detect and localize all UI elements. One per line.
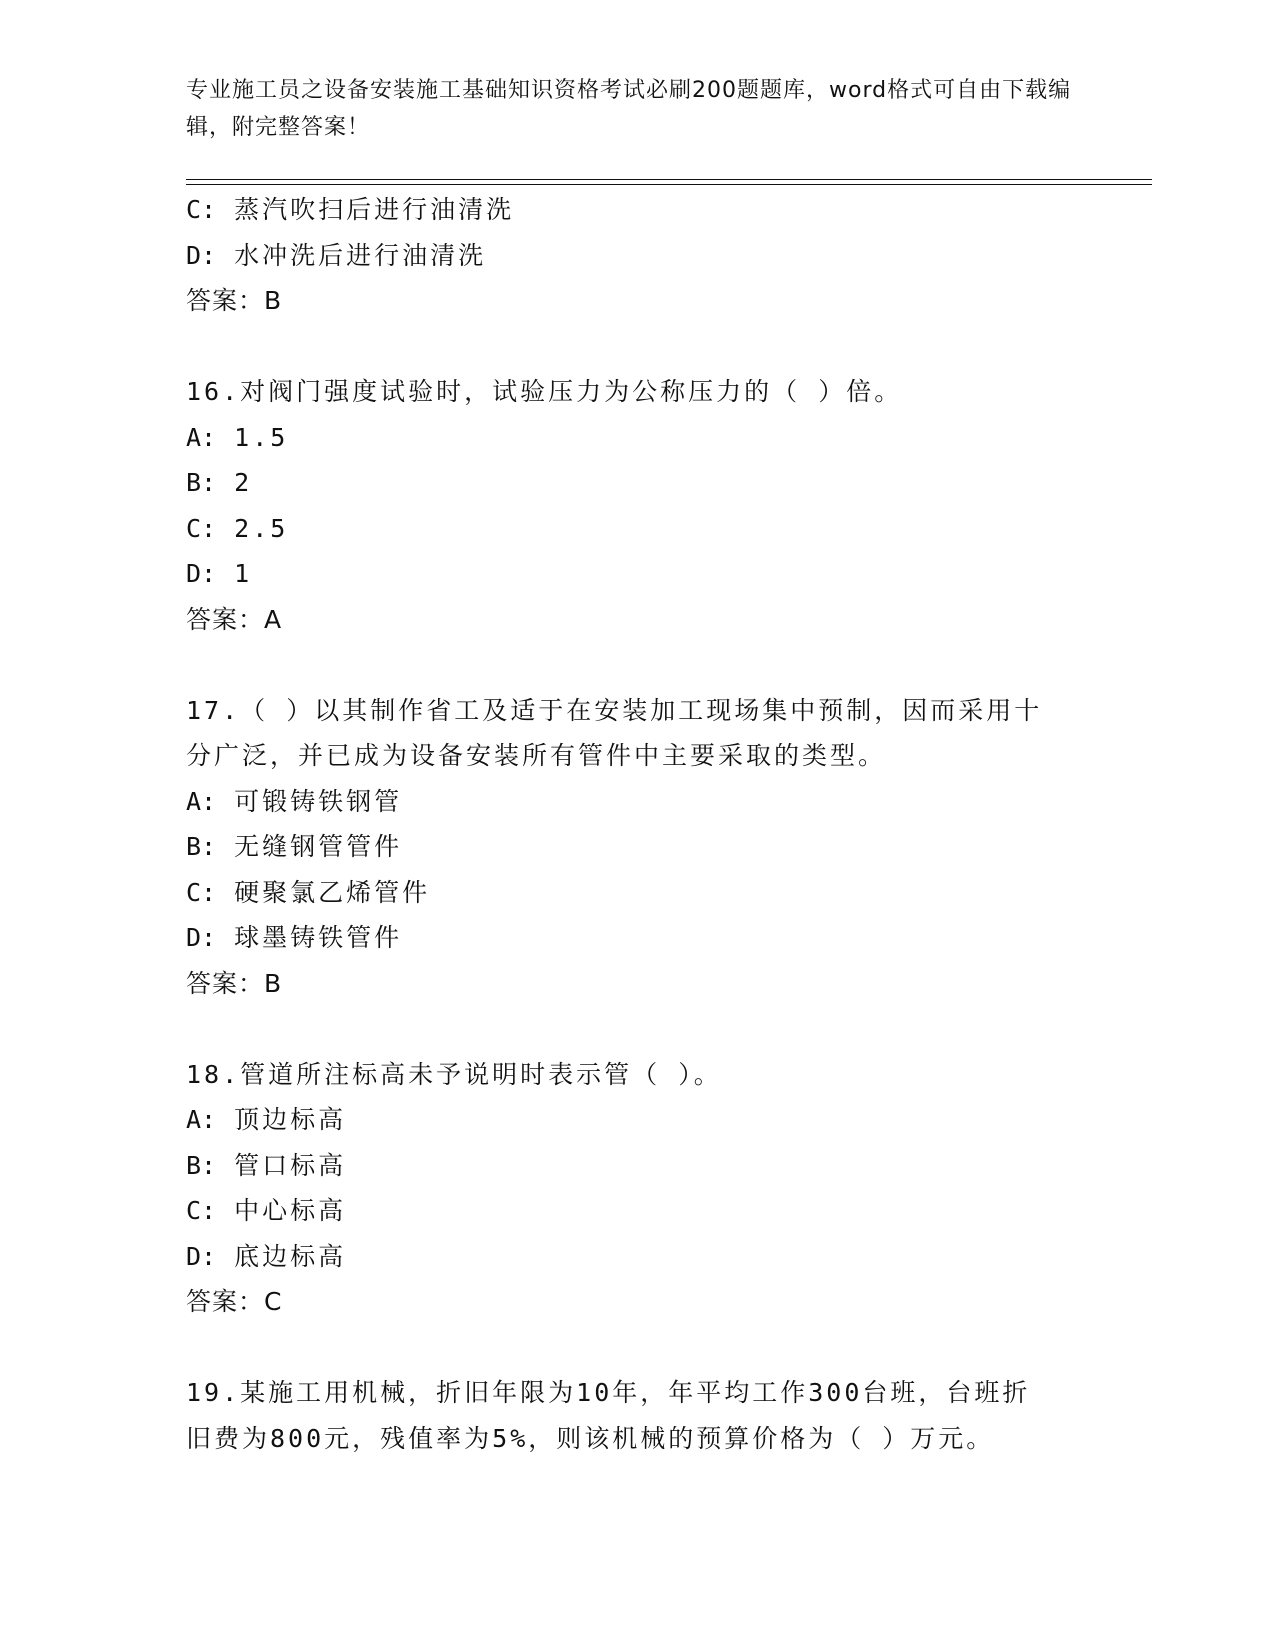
option-d: D: 水冲洗后进行油清洗 [186,240,487,270]
option-a: A: 顶边标高 [186,1105,347,1134]
option-d: D: 底边标高 [186,1241,347,1271]
question-16-stem: 16.对阀门强度试验时，试验压力为公称压力的（ ）倍。 [186,377,903,406]
option-b: B: 2 [186,468,253,497]
spacer [186,1325,1086,1371]
question-number: 18. [186,1059,241,1089]
option-c: C: 蒸汽吹扫后进行油清洗 [186,195,515,224]
question-content [186,187,1086,1461]
option-d: D: 球墨铸铁管件 [186,923,403,952]
option-c: C: 2.5 [186,513,289,543]
header-divider-top [186,179,1152,180]
option-c: C: 硬聚氯乙烯管件 [186,877,431,907]
question-17-stem-line2: 分广泛，并已成为设备安装所有管件中主要采取的类型。 [186,741,887,770]
question-18-stem: 18.管道所注标高未予说明时表示管（ ）。 [186,1059,722,1089]
answer-text: 答案：B [186,286,283,315]
answer-text: 答案：A [186,604,283,634]
question-number: 19. [186,1378,241,1407]
spacer [186,1006,1086,1052]
question-19-stem-line2: 旧费为800元，残值率为5%，则该机械的预算价格为（ ）万元。 [186,1423,995,1453]
question-number: 16. [186,377,241,406]
option-b: B: 管口标高 [186,1150,347,1180]
option-d: D: 1 [186,559,253,588]
option-c: C: 中心标高 [186,1196,347,1225]
question-number: 17. [186,695,241,725]
spacer [186,324,1086,370]
answer-text: 答案：B [186,968,283,998]
answer-text: 答案：C [186,1287,283,1316]
document-header [186,72,1076,146]
option-a: A: 1.5 [186,422,289,452]
header-divider-bottom [186,184,1152,185]
question-19-stem-line1: 19.某施工用机械，折旧年限为10年，年平均工作300台班，台班折 [186,1378,1031,1407]
option-a: A: 可锻铸铁钢管 [186,786,403,816]
option-b: B: 无缝钢管管件 [186,832,403,861]
spacer [186,642,1086,688]
question-17-stem-line1: 17.（ ）以其制作省工及适于在安装加工现场集中预制，因而采用十 [186,695,1043,725]
header-title: 专业施工员之设备安装施工基础知识资格考试必刷200题题库，word格式可自由下载编辑，附完整答案！ [186,78,1072,140]
